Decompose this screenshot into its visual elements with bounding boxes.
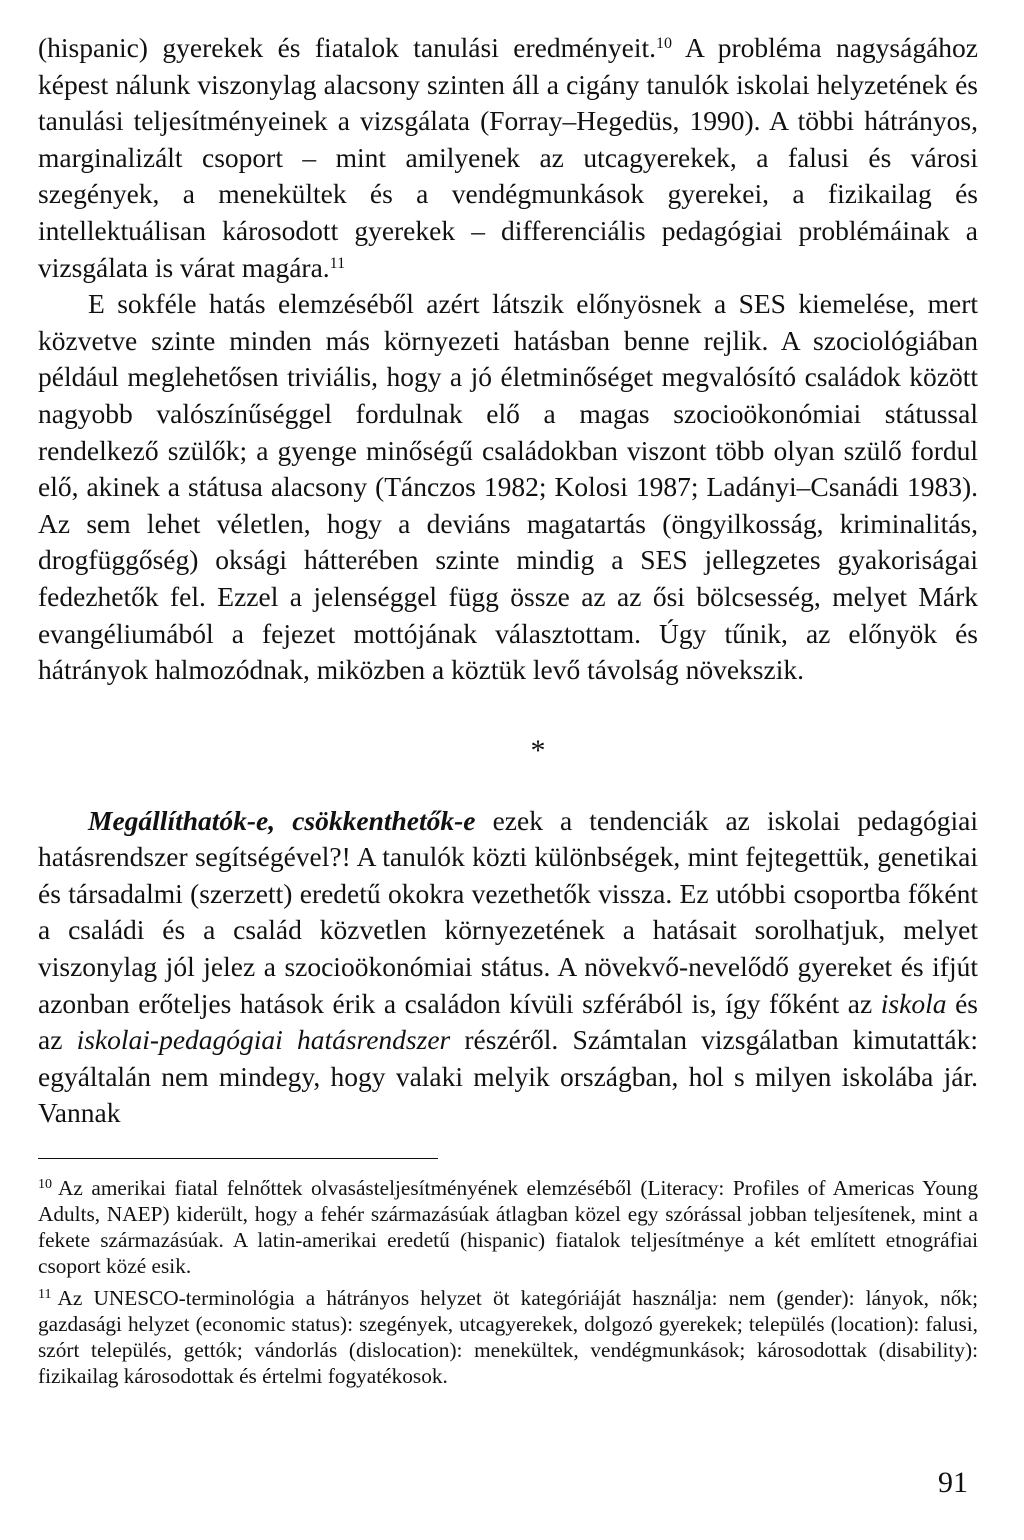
page-body bbox=[38, 30, 978, 1395]
footnote-10-mark: 10 bbox=[38, 1177, 52, 1193]
footnote-10-text: Az amerikai fiatal felnőttek olvasásteljesítményének elemzéséből (Literacy: Profiles of Americas Young Adults, NAEP) kiderült, hogy a fehér származásúak átlagban közel egy szórással jobban teljesítenek, mint a fekete származásúak. A latin-amerikai eredetű (hispanic) fiatalok teljesítménye a két említett etnográfiai csoport közé esik. bbox=[38, 1176, 978, 1279]
page-number: 91 bbox=[938, 1466, 968, 1499]
footnote-11-mark: 11 bbox=[38, 1287, 52, 1303]
paragraph-1-text-b: A probléma nagyságához képest nálunk viszonylag alacsony szinten áll a cigány tanulók iskolai helyzetének és tanulási teljesítményeinek a vizsgálata (Forray–Hegedüs, 1990). A többi hátrányos, marginalizált csoport – mint amilyenek az utcagyerekek, a falusi és városi szegények, a menekültek és a vendégmunkások gyerekei, a fizikailag és intellektuálisan károsodott gyerekek – differenciális pedagógiai problémáinak a vizsgálata is várat magára. bbox=[38, 32, 979, 283]
paragraph-3-text-a: ezek a tendenciák az iskolai pedagógiai hatásrendszer segítségével?! A tanulók közti különbségek, mint fejtegettük, genetikai és társadalmi (szerzett) eredetű okokra vezethetők vissza. Ez utóbbi csoportba főként a családi és a család közvetlen környezetének a hatásait sorolhatjuk, melyet viszonylag jól jelez a szocioökonómiai státus. A növekvő-nevelődő gyereket és ifjút azonban erőteljes hatások érik a családon kívüli szférából is, így főként az bbox=[38, 804, 978, 1019]
paragraph-3-text-b: és az bbox=[38, 987, 978, 1056]
footnote-11 bbox=[38, 1285, 978, 1389]
section-separator: * bbox=[530, 733, 546, 767]
footnote-10 bbox=[38, 1175, 978, 1279]
paragraph-1 bbox=[38, 30, 978, 286]
paragraph-2: E sokféle hatás elemzéséből azért látszik előnyösnek a SES kiemelése, mert közvetve szinte minden más környezeti hatásban benne rejlik. A szociológiában például meglehetősen triviális, hogy a jó életminőséget megvalósító családok között nagyobb valószínűséggel fordulnak elő a magas szocioökonómiai státussal rendelkező szülők; a gyenge minőségű családokban viszont több olyan szülő fordul elő, akinek a státusa alacsony (Tánczos 1982; Kolosi 1987; Ladányi–Csanádi 1983). Az sem lehet véletlen, hogy a deviáns magatartás (öngyilkosság, kriminalitás, drogfüggőség) oksági hátterében szinte mindig a SES jellegzetes gyakoriságai fedezhetők fel. Ezzel a jelenséggel függ össze az az ősi bölcsesség, melyet Márk evangéliumából a fejezet mottójának választottam. Úgy tűnik, az előnyök és hátrányok halmozódnak, miközben a köztük levő távolság növekszik. bbox=[38, 288, 978, 686]
footnote-ref-11: 11 bbox=[329, 254, 346, 272]
paragraph-3-italic-b: iskolai-pedagógiai hatásrendszer bbox=[76, 1024, 451, 1056]
paragraph-3-italic-a: iskola bbox=[880, 987, 947, 1019]
paragraph-3-text-c: részéről. Számtalan vizsgálatban kimutatták: egyáltalán nem mindegy, hogy valaki melyik országban, hol s milyen iskolába jár. Vannak bbox=[38, 1024, 979, 1129]
paragraph-3-emphasis: Megállíthatók-e, csökkenthetők-e bbox=[88, 804, 476, 836]
footnote-11-text: Az UNESCO-terminológia a hátrányos helyzet öt kategóriáját használja: nem (gender): lányok, nők; gazdasági helyzet (economic status): szegények, utcagyerekek, dolgozó gyerekek; település (location): falusi, szórt település, gettók; vándorlás (dislocation): menekültek, vendégmunkások; károsodottak (disability): fizikailag károsodottak és értelmi fogyatékosok. bbox=[38, 1286, 978, 1389]
paragraph-3 bbox=[38, 803, 978, 1132]
paragraph-1-text-a: (hispanic) gyerekek és fiatalok tanulási eredményeit. bbox=[38, 32, 657, 63]
footnote-divider bbox=[38, 1158, 438, 1159]
footnote-ref-10: 10 bbox=[656, 35, 673, 52]
